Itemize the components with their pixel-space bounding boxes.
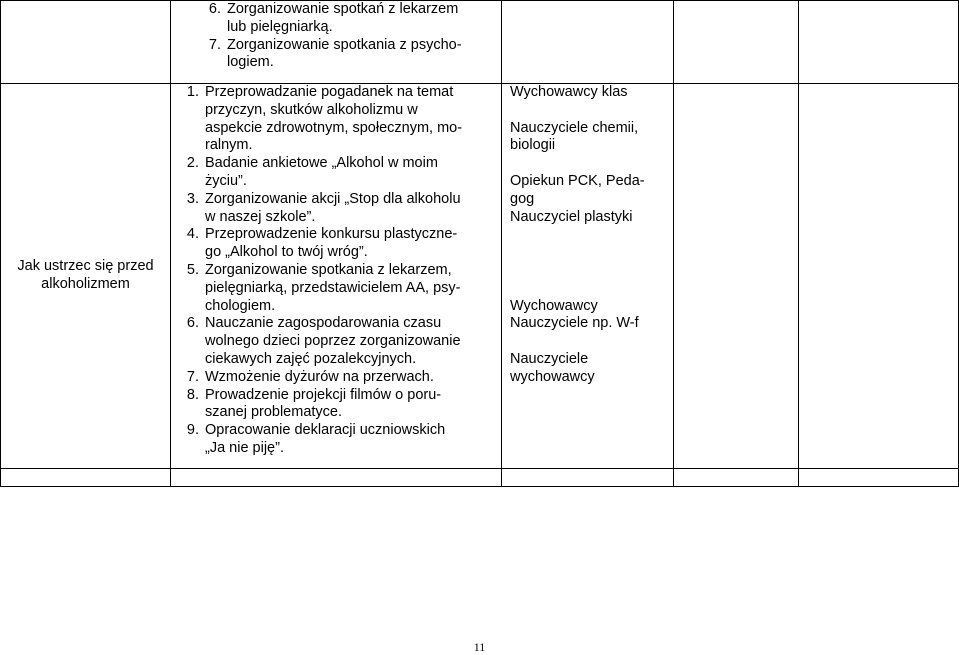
responsible-text: [510, 102, 673, 120]
activity-text: pielęgniarką, przedstawicielem AA, psy-: [205, 279, 461, 296]
activity-number: 7.: [208, 36, 221, 53]
page-number: 11: [473, 640, 486, 654]
activity-text: „Ja nie piję”.: [205, 439, 284, 456]
activity-item: [171, 191, 501, 227]
empty-cell: [799, 84, 959, 469]
activity-list: [171, 84, 501, 458]
activity-text: Zorganizowanie spotkań z lekarzem: [227, 1, 459, 17]
responsible-text: gog: [510, 190, 535, 207]
activity-text: Wzmożenie dyżurów na przerwach.: [205, 368, 434, 385]
activity-text: przyczyn, skutków alkoholizmu w: [205, 101, 418, 118]
empty-cell: [674, 469, 799, 487]
activity-text: Zorganizowanie spotkania z psycho-: [227, 36, 462, 53]
activity-item: [171, 315, 501, 368]
activities-cell: [171, 1, 502, 84]
topic-cell: [1, 1, 171, 84]
empty-cell: [674, 1, 799, 84]
activity-text: Prowadzenie projekcji filmów o poru-: [205, 386, 442, 403]
responsible-text: [510, 280, 673, 298]
activity-number: 6.: [186, 315, 199, 332]
activity-number: 9.: [186, 422, 199, 439]
responsible-text: [510, 155, 673, 173]
activities-cell: [171, 469, 502, 487]
table-row: [1, 1, 959, 84]
activity-text: Opracowanie deklaracji uczniowskich: [205, 422, 446, 439]
responsible-text: biologii: [510, 137, 556, 154]
empty-cell: [799, 469, 959, 487]
responsible-text: Wychowawcy klas: [510, 84, 628, 100]
activity-item: [171, 37, 501, 73]
responsible-text: wychowawcy: [510, 368, 595, 385]
activity-number: 2.: [186, 155, 199, 172]
responsible-cell: [502, 1, 674, 84]
activity-text: aspekcie zdrowotnym, społecznym, mo-: [205, 119, 463, 136]
activity-list: [171, 1, 501, 72]
activity-item: [171, 262, 501, 315]
responsible-text: [510, 226, 673, 244]
activity-text: Zorganizowanie spotkania z lekarzem,: [205, 261, 452, 278]
responsible-text: [510, 262, 673, 280]
responsible-text: Wychowawcy: [510, 297, 598, 314]
activity-item: [171, 226, 501, 262]
responsible-text: Nauczyciele np. W-f: [510, 315, 639, 332]
activity-number: 6.: [208, 1, 221, 17]
activity-number: 7.: [186, 368, 199, 385]
activity-text: życiu”.: [205, 172, 247, 189]
activities-cell: [171, 84, 502, 469]
responsible-text: Nauczyciel plastyki: [510, 208, 633, 225]
activity-item: [171, 422, 501, 458]
activity-number: 1.: [186, 84, 199, 100]
activity-text: ciekawych zajęć pozalekcyjnych.: [205, 350, 417, 367]
responsible-cell: [502, 84, 674, 469]
empty-cell: [674, 84, 799, 469]
responsible-text: Nauczyciele: [510, 350, 589, 367]
table-row: [1, 469, 959, 487]
activity-number: 8.: [186, 386, 199, 403]
topic-text: Jak ustrzec się przed alkoholizmem: [17, 258, 154, 292]
activity-item: [171, 84, 501, 155]
activity-text: Badanie ankietowe „Alkohol w moim: [205, 155, 438, 172]
activity-text: logiem.: [227, 54, 274, 71]
responsible-text: Nauczyciele chemii,: [510, 119, 639, 136]
topic-cell: [1, 469, 171, 487]
activity-text: Przeprowadzanie pogadanek na temat: [205, 84, 454, 100]
activity-number: 4.: [186, 226, 199, 243]
responsible-text: Opiekun PCK, Peda-: [510, 172, 645, 189]
responsible-text: [510, 333, 673, 351]
activity-text: Nauczanie zagospodarowania czasu: [205, 315, 442, 332]
activity-item: [171, 369, 501, 387]
activity-number: 3.: [186, 190, 199, 207]
activity-item: [171, 155, 501, 191]
activity-text: go „Alkohol to twój wróg”.: [205, 244, 368, 261]
activity-text: ralnym.: [205, 137, 253, 154]
activity-text: Przeprowadzenie konkursu plastyczne-: [205, 226, 458, 243]
activity-text: w naszej szkole”.: [205, 208, 316, 225]
responsible-text: [510, 244, 673, 262]
activity-number: 5.: [186, 261, 199, 278]
activity-text: szanej problematyce.: [205, 404, 343, 421]
activity-text: wolnego dzieci poprzez zorganizowanie: [205, 333, 461, 350]
responsible-cell: [502, 469, 674, 487]
empty-cell: [799, 1, 959, 84]
activity-text: chologiem.: [205, 297, 276, 314]
topic-cell: [1, 84, 171, 469]
activity-item: [171, 387, 501, 423]
table-row: [1, 84, 959, 469]
activity-item: [171, 1, 501, 37]
activity-text: lub pielęgniarką.: [227, 18, 333, 35]
activity-text: Zorganizowanie akcji „Stop dla alkoholu: [205, 190, 461, 207]
